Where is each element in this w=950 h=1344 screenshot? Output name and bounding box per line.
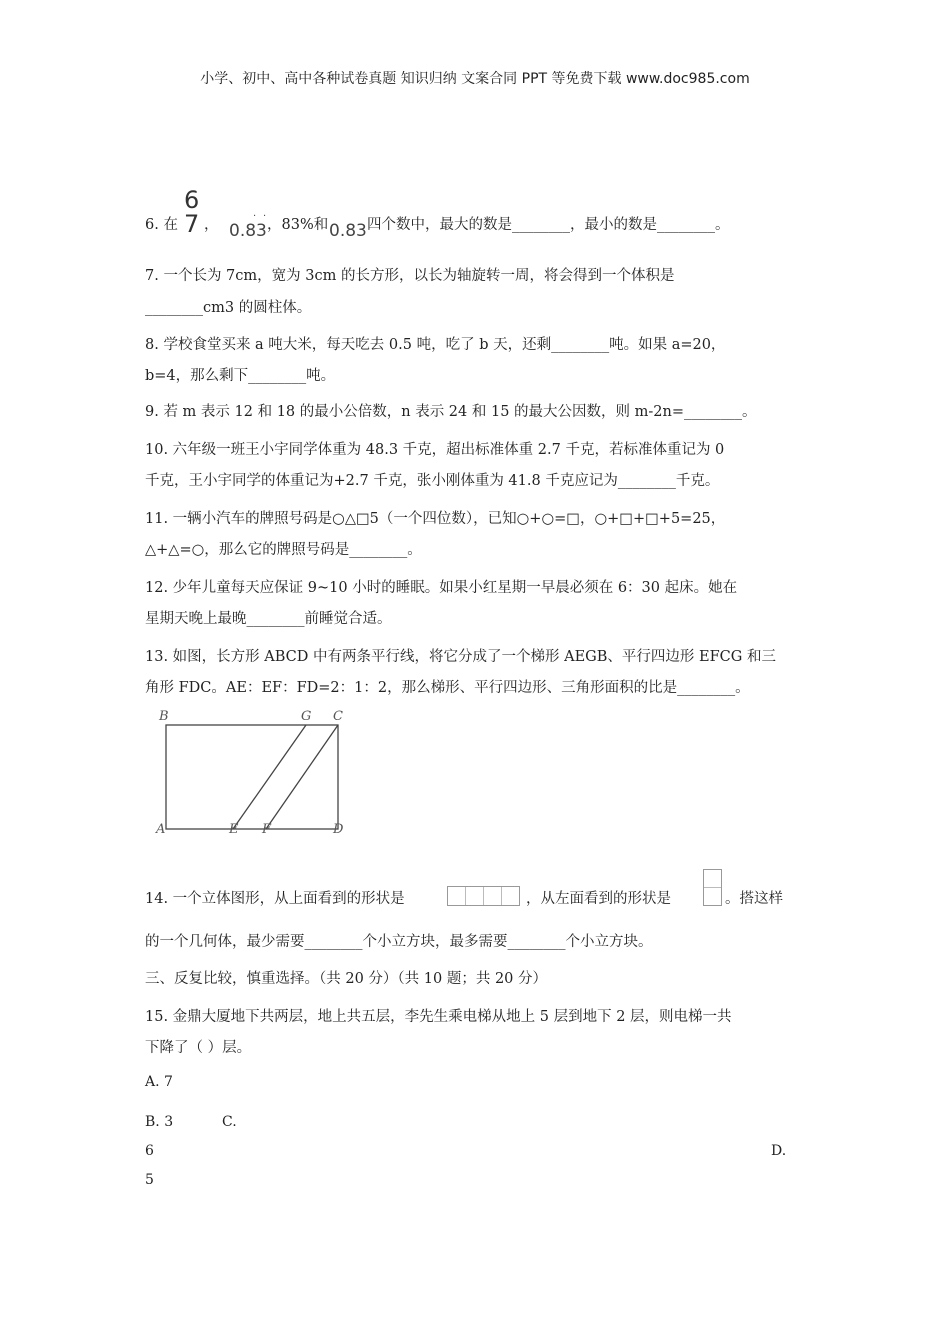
q10-line1: 10. 六年级一班王小宇同学体重为 48.3 千克，超出标准体重 2.7 千克，若标准体重记为 0 <box>145 442 725 458</box>
q13-line1: 13. 如图，长方形 ABCD 中有两条平行线，将它分成了一个梯形 AEGB、平行四边形 EFCG 和三 <box>145 649 776 665</box>
q6-prefix: 6. 在 <box>145 217 178 233</box>
section-3-title: 三、反复比较，慎重选择。（共 20 分）（共 10 题；共 20 分） <box>145 971 548 987</box>
q11-line2: △+△=○，那么它的牌照号码是________。 <box>145 542 422 558</box>
q7-line1: 7. 一个长为 7cm，宽为 3cm 的长方形，以长为轴旋转一周，将会得到一个体积是 <box>145 268 675 284</box>
fraction-numerator: 6 <box>184 186 200 214</box>
repeating-decimal-1-value: 0.83 <box>229 221 267 241</box>
q9-line1: 9. 若 m 表示 12 和 18 的最小公倍数，n 表示 24 和 15 的最大公因数，则 m-2n=________。 <box>145 404 757 420</box>
repeating-decimal-2 <box>329 221 367 241</box>
q15-option-c-value: 6 <box>145 1143 154 1159</box>
page-header-banner: 小学、初中、高中各种试卷真题 知识归纳 文案合同 PPT 等免费下载 www.doc985.com <box>200 71 750 87</box>
repeating-decimal-2-value: 0.83 <box>329 221 367 241</box>
q12-line1: 12. 少年儿童每天应保证 9~10 小时的睡眠。如果小红星期一早晨必须在 6：30 起床。她在 <box>145 580 738 596</box>
q6-mid: ，83%和 <box>267 217 329 233</box>
fraction-six-sevenths <box>184 188 199 236</box>
q14-part2: ，从左面看到的形状是 <box>526 891 671 907</box>
fraction-denominator: 7 <box>184 210 200 238</box>
label-g: G <box>301 709 312 724</box>
repeating-decimal-1 <box>229 211 267 241</box>
q15-line1: 15. 金鼎大厦地下共两层，地上共五层，李先生乘电梯从地上 5 层到地下 2 层，则电梯一共 <box>145 1009 732 1025</box>
line-eg <box>233 725 306 829</box>
top-view-four-squares-icon <box>447 886 520 906</box>
label-c: C <box>333 709 343 724</box>
q13-line2: 角形 FDC。AE：EF：FD=2：1：2，那么梯形、平行四边形、三角形面积的比是________。 <box>145 680 750 696</box>
q6-comma: ， <box>204 217 219 233</box>
q6-suffix: 四个数中，最大的数是________，最小的数是________。 <box>367 217 730 233</box>
q14-part3: 。搭这样 <box>725 891 783 907</box>
repeat-dot-icon: · <box>263 211 267 222</box>
q10-line2: 千克，王小宇同学的体重记为+2.7 千克，张小刚体重为 41.8 千克应记为________千克。 <box>145 473 720 489</box>
q15-option-d: D. <box>771 1143 787 1159</box>
label-d: D <box>333 822 344 837</box>
rectangle-outline <box>166 725 338 829</box>
q11-line1: 11. 一辆小汽车的牌照号码是○△□5（一个四位数），已知○+○=□，○+□+□+5=25， <box>145 511 726 527</box>
repeat-dot-icon: · <box>253 211 257 222</box>
q12-line2: 星期天晚上最晚________前睡觉合适。 <box>145 611 392 627</box>
label-f: F <box>262 822 272 837</box>
label-e: E <box>229 822 239 837</box>
q14-line2: 的一个几何体，最少需要________个小立方块，最多需要________个小立方块。 <box>145 934 653 950</box>
q15-option-a: A. 7 <box>145 1074 173 1090</box>
q15-line2: 下降了（ ）层。 <box>145 1040 252 1056</box>
q8-line1: 8. 学校食堂买来 a 吨大米，每天吃去 0.5 吨，吃了 b 天，还剩________吨。如果 a=20， <box>145 337 726 353</box>
q14-part1: 14. 一个立体图形，从上面看到的形状是 <box>145 891 405 907</box>
label-a: A <box>156 822 166 837</box>
left-view-two-squares-icon <box>703 869 722 906</box>
q15-option-d-value: 5 <box>145 1172 154 1188</box>
q7-line2: ________cm3 的圆柱体。 <box>145 300 312 316</box>
rectangle-abcd-figure <box>150 705 360 840</box>
label-b: B <box>159 709 169 724</box>
q15-option-c: C. <box>222 1114 237 1130</box>
line-fc <box>266 725 338 829</box>
q8-line2: b=4，那么剩下________吨。 <box>145 368 336 384</box>
q15-option-b: B. 3 <box>145 1114 174 1130</box>
